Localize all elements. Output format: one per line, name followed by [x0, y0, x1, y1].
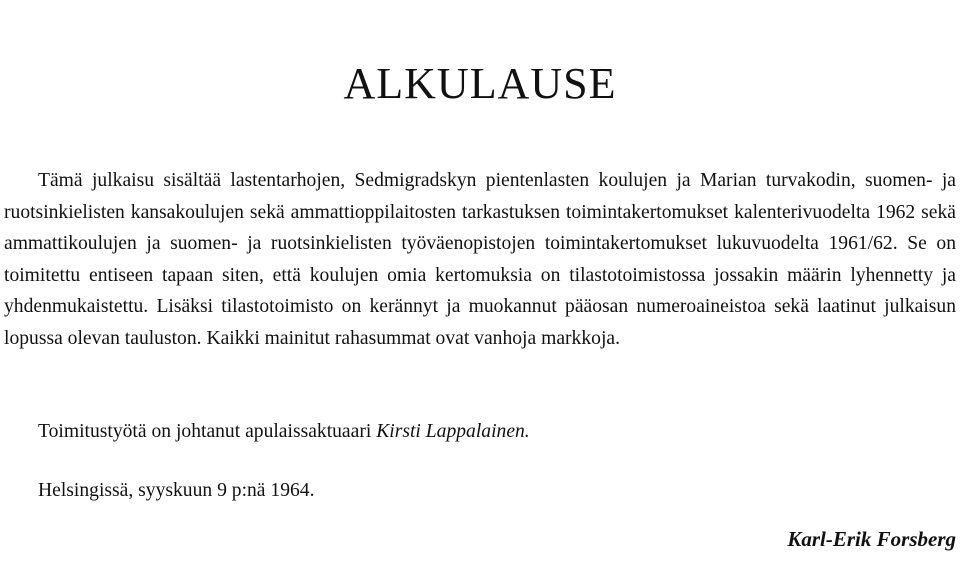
editor-name: Kirsti Lappalainen. [376, 421, 530, 442]
place-date-line: Helsingissä, syyskuun 9 p:nä 1964. [38, 480, 315, 501]
author-signature: Karl-Erik Forsberg [787, 527, 956, 551]
paragraph-intro: Tämä julkaisu sisältää lastentarhojen, Sedmigradskyn pientenlasten koulujen ja Marian turvakodin, suomen- ja ruotsinkielisten kansakoulujen sekä ammattioppilaitosten tarkastuksen toimintakertomukset kalenterivuodelta 1962 sekä ammattikoulujen ja suomen- ja ruotsinkielisten työväenopistojen toimintakertomukset lukuvuodelta 1961/62. Se on toimitettu entiseen tapaan siten, että koulujen omia kertomuksia on tilastotoimistossa jossakin määrin lyhennetty ja yhdenmukaistettu. Lisäksi tilastotoimisto on kerännyt ja muokannut pääosan numeroaineistoa sekä laatinut julkaisun lopussa olevan tauluston. Kaikki mainitut rahasummat ovat vanhoja markkoja. [4, 170, 956, 349]
main-paragraph-block [4, 165, 956, 355]
editor-credit-text: Toimitustyötä on johtanut apulaissaktuaari [38, 421, 377, 442]
page-title: ALKULAUSE [343, 59, 617, 108]
editor-credit-line [38, 416, 530, 447]
